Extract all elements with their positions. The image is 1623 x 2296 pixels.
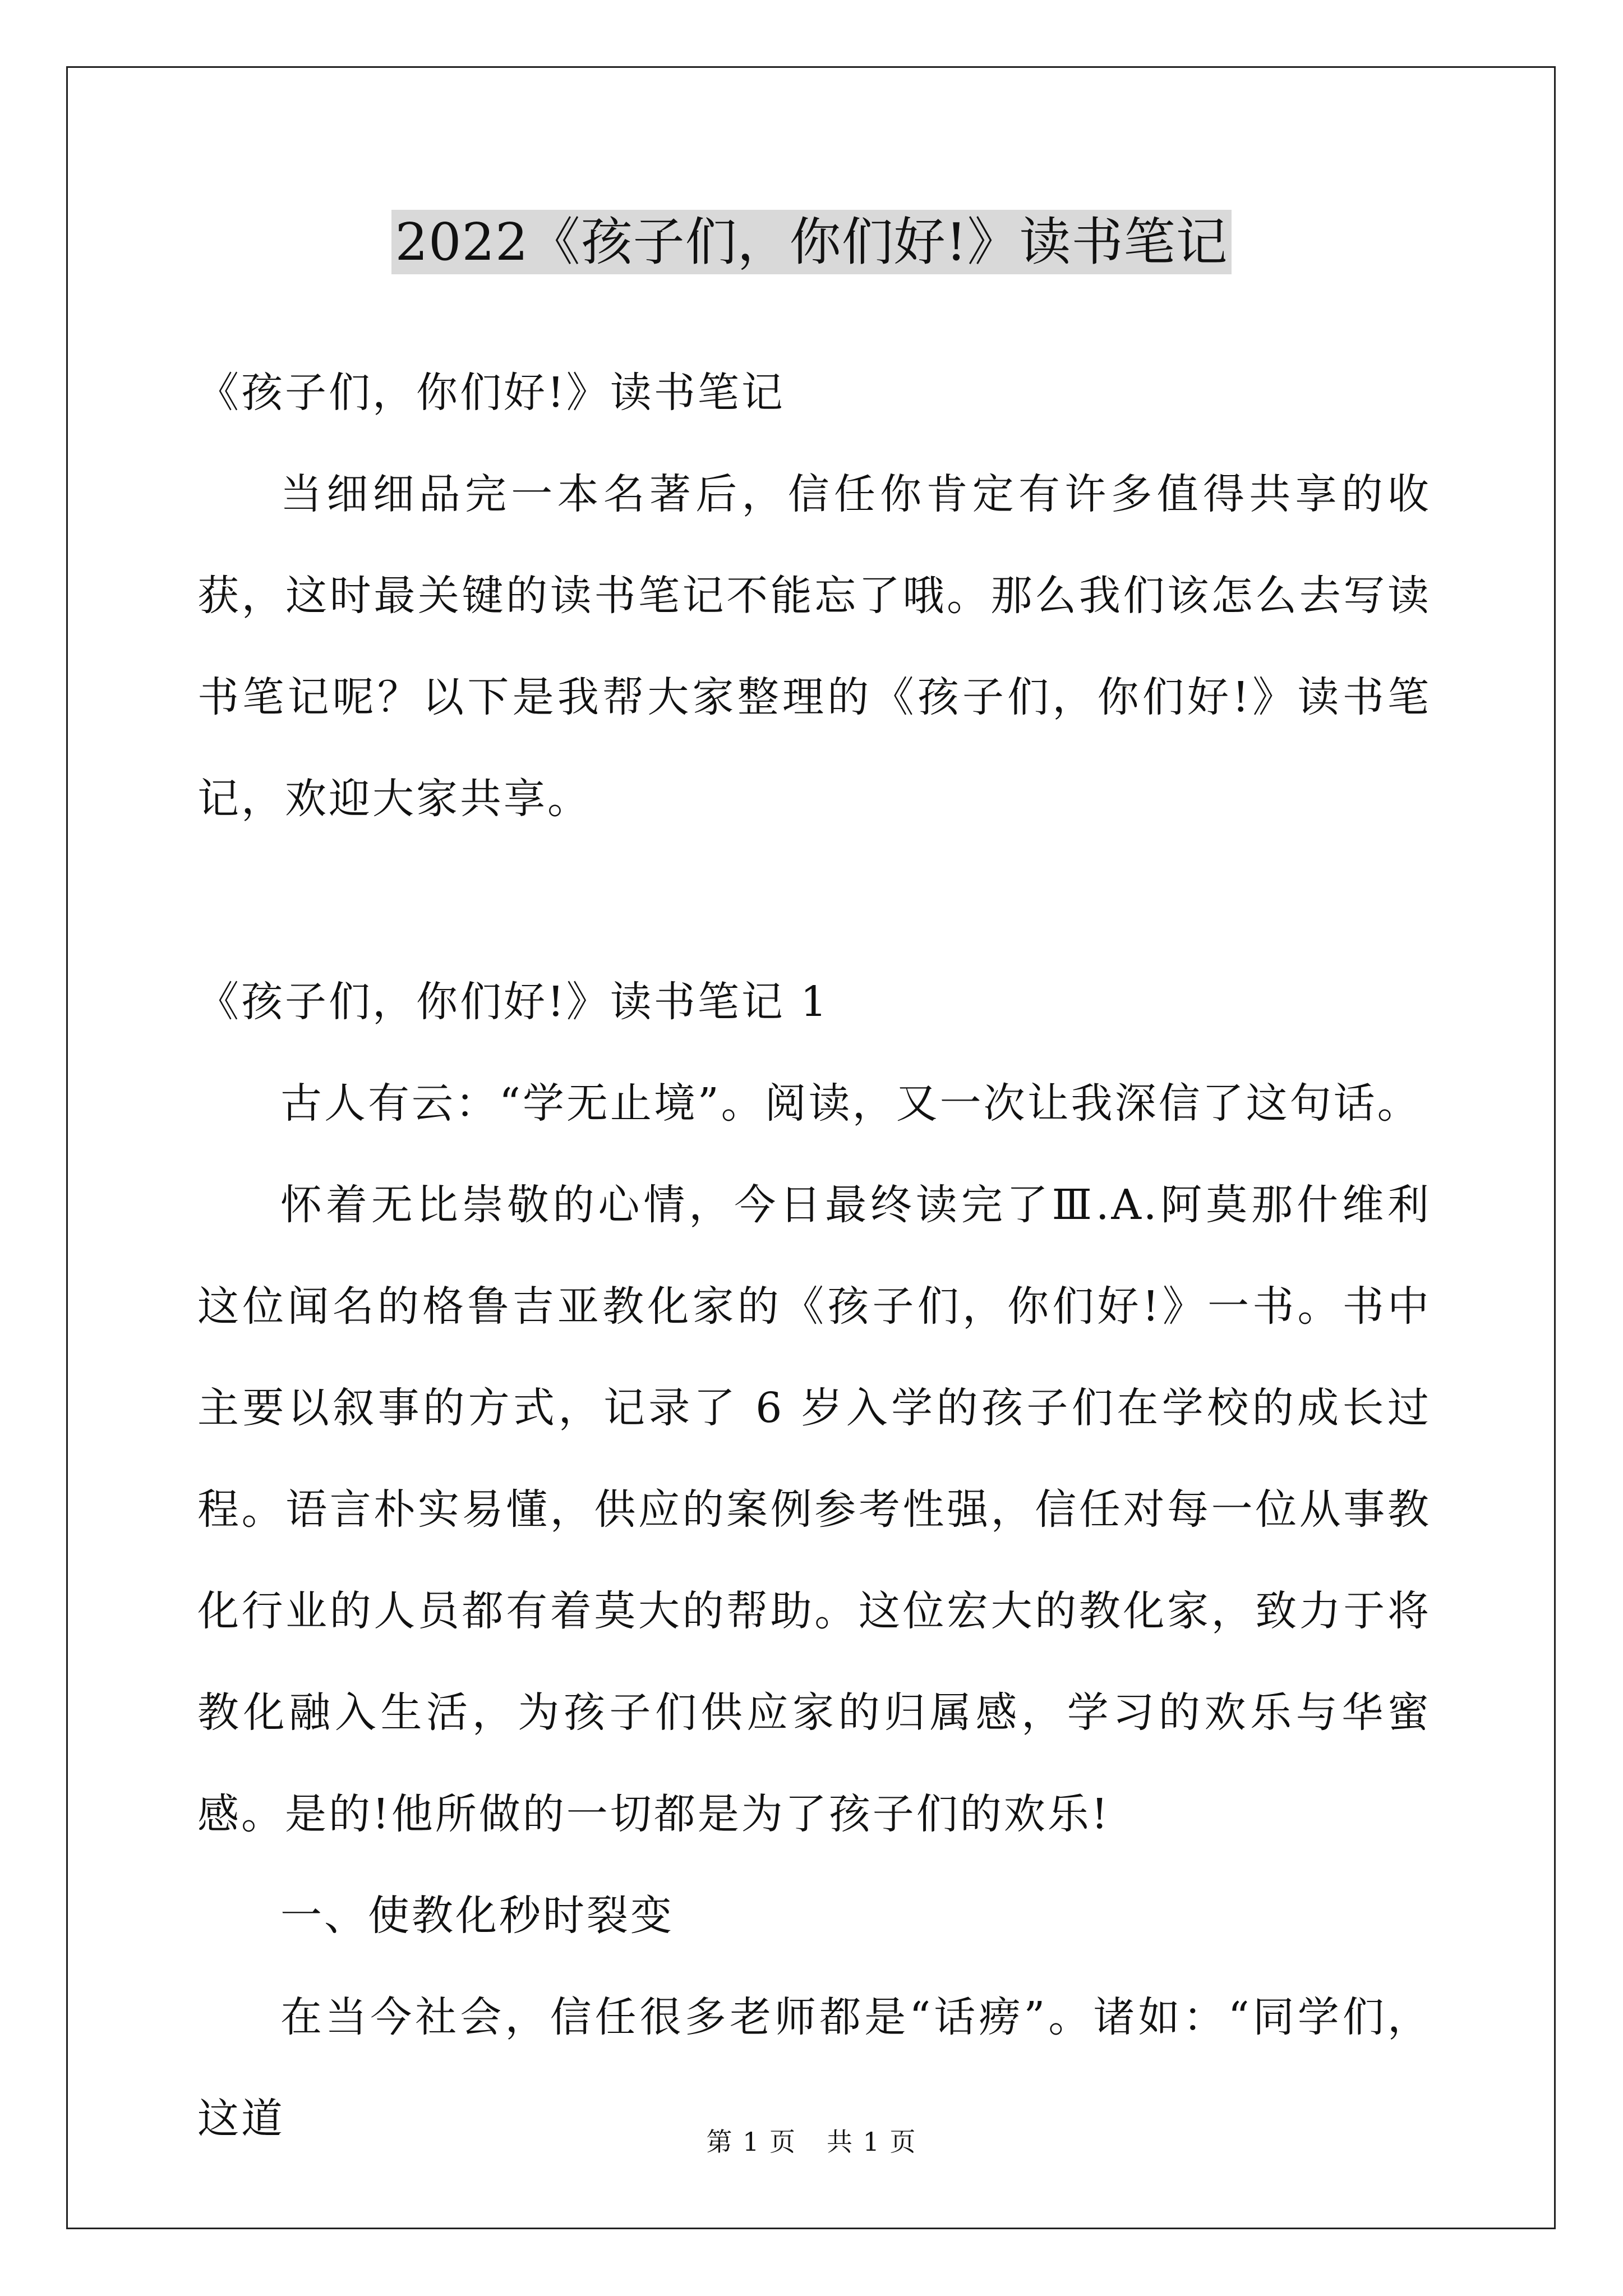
page-footer (0, 2125, 1623, 2159)
section-subheading: 一、使教化秒时裂变 (280, 1892, 674, 1940)
section-title: 《孩子们，你们好!》读书笔记 1 (197, 978, 829, 1026)
paragraph-gap (197, 850, 1431, 951)
body-paragraph: 古人有云：“学无止境”。阅读，又一次让我深信了这句话。 (280, 1079, 1421, 1128)
document-body (197, 342, 1431, 2170)
document-subtitle: 《孩子们，你们好!》读书笔记 (197, 369, 785, 417)
body-paragraph: 怀着无比崇敬的心情，今日最终读完了Ⅲ.A.阿莫那什维利这位闻名的格鲁吉亚教化家的《孩子们，你们好!》一书。书中主要以叙事的方式，记录了 6 岁入学的孩子们在学校的成长过程。语言朴实易懂，供应的案例参考性强，信任对每一位从事教化行业的人员都有着莫大的帮助。这位宏大的教化家，致力于将教化融入生活，为孩子们供应家的归属感，学习的欢乐与华蜜感。是的!他所做的一切都是为了孩子们的欢乐! (197, 1181, 1431, 1838)
page-total: 共 1 页 (827, 2127, 917, 2157)
page-number: 第 1 页 (706, 2127, 796, 2157)
intro-paragraph: 当细细品完一本名著后，信任你肯定有许多值得共享的收获，这时最关键的读书笔记不能忘了哦。那么我们该怎么去写读书笔记呢？以下是我帮大家整理的《孩子们，你们好!》读书笔记，欢迎大家共享。 (197, 470, 1431, 823)
document-title (0, 203, 1623, 282)
document-title-text: 2022《孩子们，你们好!》读书笔记 (391, 210, 1231, 274)
body-paragraph: 在当今社会，信任很多老师都是“话痨”。诸如：“同学们，这道 (197, 1993, 1431, 2143)
